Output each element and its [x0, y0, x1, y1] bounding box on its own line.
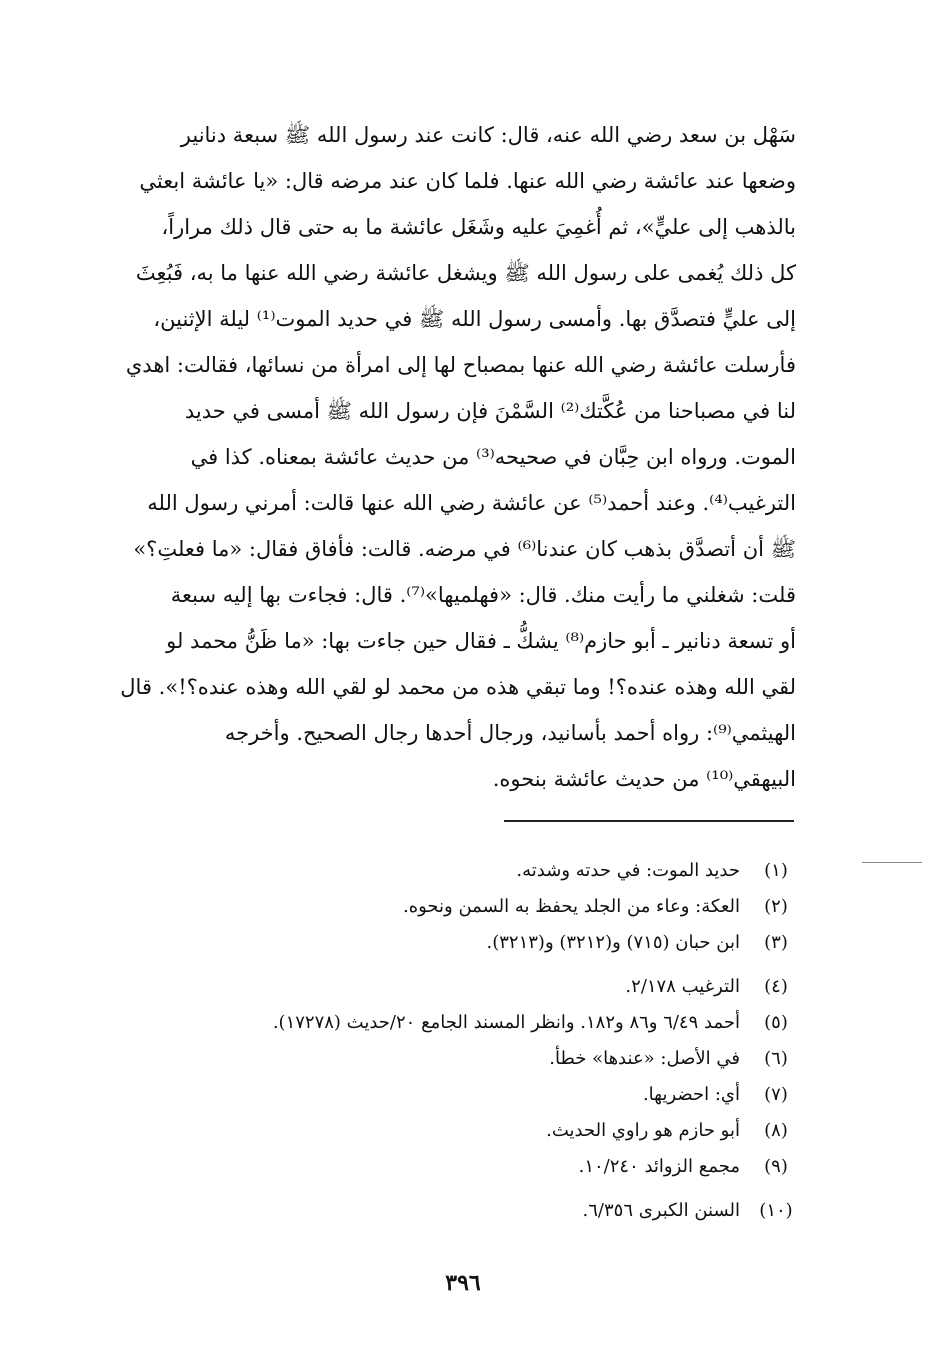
text-line: كل ذلك يُغمى على رسول الله ﷺ ويشغل عائشة رضي الله عنها ما به، فَبُعِثَ — [135, 261, 796, 285]
footnote-number: (٥) — [764, 1012, 788, 1033]
footnote-number: (٤) — [764, 976, 788, 997]
footnote-number: (٢) — [764, 896, 788, 917]
footnote-item — [120, 1082, 800, 1118]
footnote-item — [120, 894, 800, 930]
text-line: فأرسلت عائشة رضي الله عنها بمصباح لها إلى امرأة من نسائها، فقالت: اهدي — [125, 353, 796, 377]
text-line: الترغيب⁽⁴⁾. وعند أحمد⁽⁵⁾ عن عائشة رضي الله عنها قالت: أمرني رسول الله — [147, 491, 796, 515]
text-line: الموت. ورواه ابن حِبَّان في صحيحه⁽³⁾ من حديث عائشة بمعناه. كذا في — [190, 445, 796, 469]
text-line: ﷺ أن أتصدَّق بذهب كان عندنا⁽⁶⁾ في مرضه. قالت: فأفاق فقال: «ما فعلتِ؟» — [133, 537, 796, 561]
footnote-number: (٩) — [764, 1156, 788, 1177]
footnotes — [120, 858, 800, 1234]
footnote-text: السنن الكبرى ٦/٣٥٦. — [582, 1200, 740, 1221]
footnote-item — [120, 930, 800, 966]
footnote-number: (١) — [764, 860, 788, 881]
text-line: لقي الله وهذه عنده؟! وما تبقي هذه من محمد لو لقي الله وهذه عنده؟!». قال — [120, 675, 796, 699]
footnote-item — [120, 1198, 800, 1234]
footnote-item — [120, 1010, 800, 1046]
text-line: وضعها عند عائشة رضي الله عنها. فلما كان عند مرضه قال: «يا عائشة ابعثي — [139, 169, 796, 193]
footnote-item — [120, 1118, 800, 1154]
footnote-text: أبو حازم هو راوي الحديث. — [546, 1120, 740, 1141]
text-line: البيهقي⁽¹⁰⁾ من حديث عائشة بنحوه. — [492, 767, 796, 791]
footnote-text: حديد الموت: في حدته وشدته. — [516, 860, 740, 881]
footnote-separator — [504, 820, 794, 822]
footnote-item — [120, 1154, 800, 1190]
footnote-text: العكة: وعاء من الجلد يحفظ به السمن ونحوه. — [402, 896, 740, 917]
footnote-number: (٦) — [764, 1048, 788, 1069]
footnote-text: الترغيب ٢/١٧٨. — [625, 976, 740, 997]
main-text — [96, 112, 796, 802]
footnote-number: (٧) — [764, 1084, 788, 1105]
footnote-item — [120, 974, 800, 1010]
footnote-text: أي: احضريها. — [642, 1084, 740, 1105]
footnote-text: ابن حبان (٧١٥) و(٣٢١٢) و(٣٢١٣). — [486, 932, 740, 953]
footnote-item — [120, 858, 800, 894]
text-line: قلت: شغلني ما رأيت منك. قال: «فهلميها»⁽⁷⁾. قال: فجاءت بها إليه سبعة — [170, 583, 796, 607]
footnote-number: (١٠) — [759, 1200, 793, 1221]
footnote-text: أحمد ٦/٤٩ و٨٦ و١٨٢. وانظر المسند الجامع ٢٠/حديث (١٧٢٧٨). — [272, 1012, 740, 1033]
margin-line — [862, 862, 922, 863]
footnote-text: في الأصل: «عندها» خطأ. — [549, 1048, 740, 1069]
text-line: لنا في مصباحنا من عُكَّتك⁽²⁾ السَّمْنَ فإن رسول الله ﷺ أمسى في حديد — [184, 399, 796, 423]
text-line: إلى عليٍّ فتصدَّق بها. وأمسى رسول الله ﷺ في حديد الموت⁽¹⁾ ليلة الإثنين، — [153, 307, 796, 331]
text-line: الهيثمي⁽⁹⁾: رواه أحمد بأسانيد، ورجال أحدها رجال الصحيح. وأخرجه — [224, 721, 796, 745]
footnote-number: (٨) — [764, 1120, 788, 1141]
footnote-item — [120, 1046, 800, 1082]
page-number: ٣٩٦ — [445, 1270, 481, 1296]
text-line: بالذهب إلى عليٍّ»، ثم أُغمِيَ عليه وشَغَل عائشة ما به حتى قال ذلك مراراً، — [161, 215, 796, 239]
footnote-number: (٣) — [764, 932, 788, 953]
footnote-text: مجمع الزوائد ١٠/٢٤٠. — [578, 1156, 740, 1177]
text-line: سَهْل بن سعد رضي الله عنه، قال: كانت عند رسول الله ﷺ سبعة دنانير — [180, 123, 796, 147]
text-line: أو تسعة دنانير ـ أبو حازم⁽⁸⁾ يشكُّ ـ فقال حين جاءت بها: «ما ظَنُّ محمد لو — [166, 629, 796, 653]
